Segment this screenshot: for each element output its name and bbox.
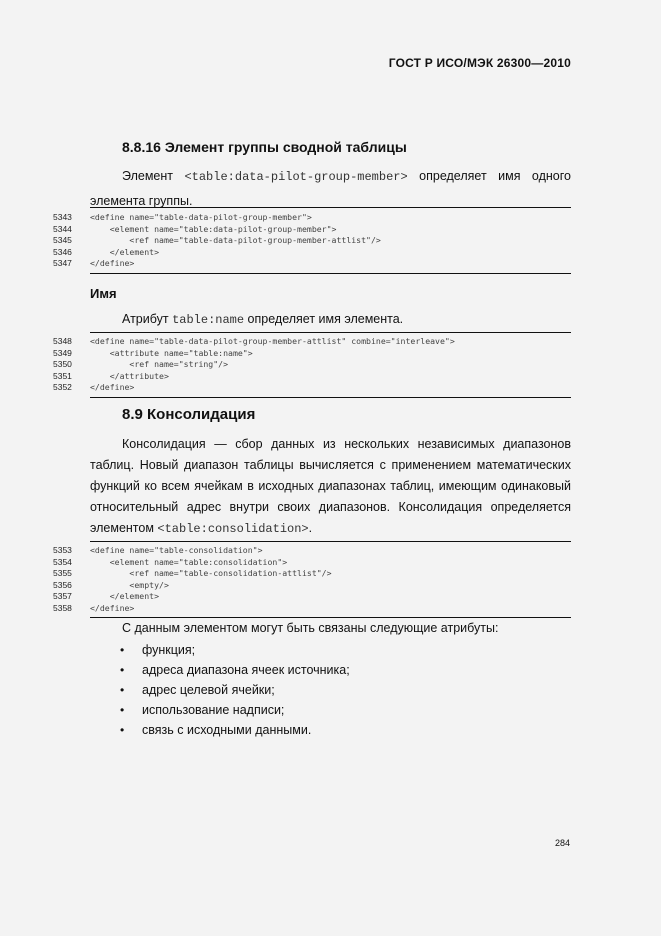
list-item xyxy=(122,722,350,742)
list-item-text: использование надписи; xyxy=(142,703,285,717)
paragraph xyxy=(90,618,571,638)
code-line xyxy=(53,223,571,236)
code-text: </define> xyxy=(90,382,135,392)
paragraph-text: Элемент xyxy=(122,169,185,183)
paragraph-text: относительный адрес внутри своих диапазонов. Консолидация определяется xyxy=(90,500,571,514)
inline-code: table:name xyxy=(172,313,245,327)
code-line xyxy=(53,336,571,348)
attribute-list xyxy=(122,642,350,742)
paragraph-text: Атрибут xyxy=(122,312,173,326)
list-item-text: адрес целевой ячейки; xyxy=(142,683,275,697)
code-line xyxy=(53,347,571,360)
bullet-icon: • xyxy=(120,723,125,737)
code-block xyxy=(53,332,571,398)
paragraph xyxy=(90,309,571,330)
line-number: 5344 xyxy=(53,223,72,234)
paragraph-text: С данным элементом могут быть связаны следующие атрибуты: xyxy=(122,621,499,635)
paragraph-text: элемента группы. xyxy=(90,194,193,208)
line-number: 5347 xyxy=(53,258,72,268)
paragraph-text: элементом xyxy=(90,521,158,535)
bullet-icon: • xyxy=(120,683,125,697)
code-line xyxy=(53,235,571,247)
code-text: </define> xyxy=(90,602,135,613)
code-line xyxy=(53,258,571,270)
list-item xyxy=(122,682,350,702)
code-text: </attribute> xyxy=(90,370,169,381)
line-number: 5358 xyxy=(53,602,72,613)
paragraph-text: . xyxy=(308,521,313,535)
bullet-icon: • xyxy=(120,703,125,717)
code-line xyxy=(53,212,571,224)
list-item-text: адреса диапазона ячеек источника; xyxy=(142,663,350,677)
list-item xyxy=(122,662,350,682)
section-heading: 8.8.16 Элемент группы сводной таблицы xyxy=(122,139,407,155)
code-line xyxy=(53,382,571,394)
code-text: <ref name="table-consolidation-attlist"/> xyxy=(90,568,332,578)
code-line xyxy=(53,359,571,371)
bullet-icon: • xyxy=(120,663,125,677)
document-header: ГОСТ Р ИСО/МЭК 26300—2010 xyxy=(388,56,571,70)
code-text: <ref name="string"/> xyxy=(90,359,229,369)
line-number: 5356 xyxy=(53,579,72,590)
line-number: 5351 xyxy=(53,370,72,381)
code-line xyxy=(53,602,571,615)
paragraph-text: таблиц. Новый диапазон таблицы вычисляется с применением математических xyxy=(90,458,571,472)
code-text: <element name="table:consolidation"> xyxy=(90,556,288,567)
paragraph xyxy=(90,434,571,540)
paragraph-text: Консолидация — сбор данных из нескольких независимых диапазонов xyxy=(122,437,571,451)
code-block xyxy=(53,207,571,274)
page-number: 284 xyxy=(554,838,570,848)
code-text: </element> xyxy=(90,591,160,601)
code-text: <element name="table:data-pilot-group-member"> xyxy=(90,223,337,234)
line-number: 5350 xyxy=(53,359,72,369)
list-item xyxy=(122,642,350,662)
inline-code: <table:data-pilot-group-member> xyxy=(184,170,408,184)
line-number: 5353 xyxy=(53,545,72,555)
code-line xyxy=(53,579,571,592)
code-text: </element> xyxy=(90,246,160,257)
paragraph-text: функций ко всем ячейкам в исходных диапазонах таблиц, имеющим одинаковый xyxy=(90,479,571,493)
code-line xyxy=(53,370,571,383)
code-line xyxy=(53,556,571,569)
line-number: 5357 xyxy=(53,591,72,601)
code-text: </define> xyxy=(90,258,135,268)
section-heading: 8.9 Консолидация xyxy=(122,406,256,423)
line-number: 5355 xyxy=(53,568,72,578)
inline-code: <table:consolidation> xyxy=(157,522,309,536)
line-number: 5348 xyxy=(53,336,72,346)
line-number: 5346 xyxy=(53,246,72,257)
code-text: <empty/> xyxy=(90,579,169,590)
bullet-icon: • xyxy=(120,643,125,657)
code-text: <ref name="table-data-pilot-group-member-attlist"/> xyxy=(90,235,381,245)
code-line xyxy=(53,246,571,259)
paragraph xyxy=(90,166,571,211)
code-line xyxy=(53,591,571,603)
line-number: 5354 xyxy=(53,556,72,567)
code-text: <attribute name="table:name"> xyxy=(90,347,253,358)
code-line xyxy=(53,568,571,580)
subsection-label: Имя xyxy=(90,286,117,301)
code-text: <define name="table-data-pilot-group-member"> xyxy=(90,212,312,222)
list-item xyxy=(122,702,350,722)
line-number: 5349 xyxy=(53,347,72,358)
list-item-text: функция; xyxy=(142,643,196,657)
list-item-text: связь с исходными данными. xyxy=(142,723,312,737)
code-block xyxy=(53,541,571,618)
paragraph-text: определяет имя элемента. xyxy=(244,312,404,326)
code-line xyxy=(53,545,571,557)
code-text: <define name="table-consolidation"> xyxy=(90,545,263,555)
paragraph-text: определяет имя одного xyxy=(407,169,571,183)
line-number: 5352 xyxy=(53,382,72,392)
code-text: <define name="table-data-pilot-group-member-attlist" combine="interleave"> xyxy=(90,336,455,346)
line-number: 5343 xyxy=(53,212,72,222)
line-number: 5345 xyxy=(53,235,72,245)
